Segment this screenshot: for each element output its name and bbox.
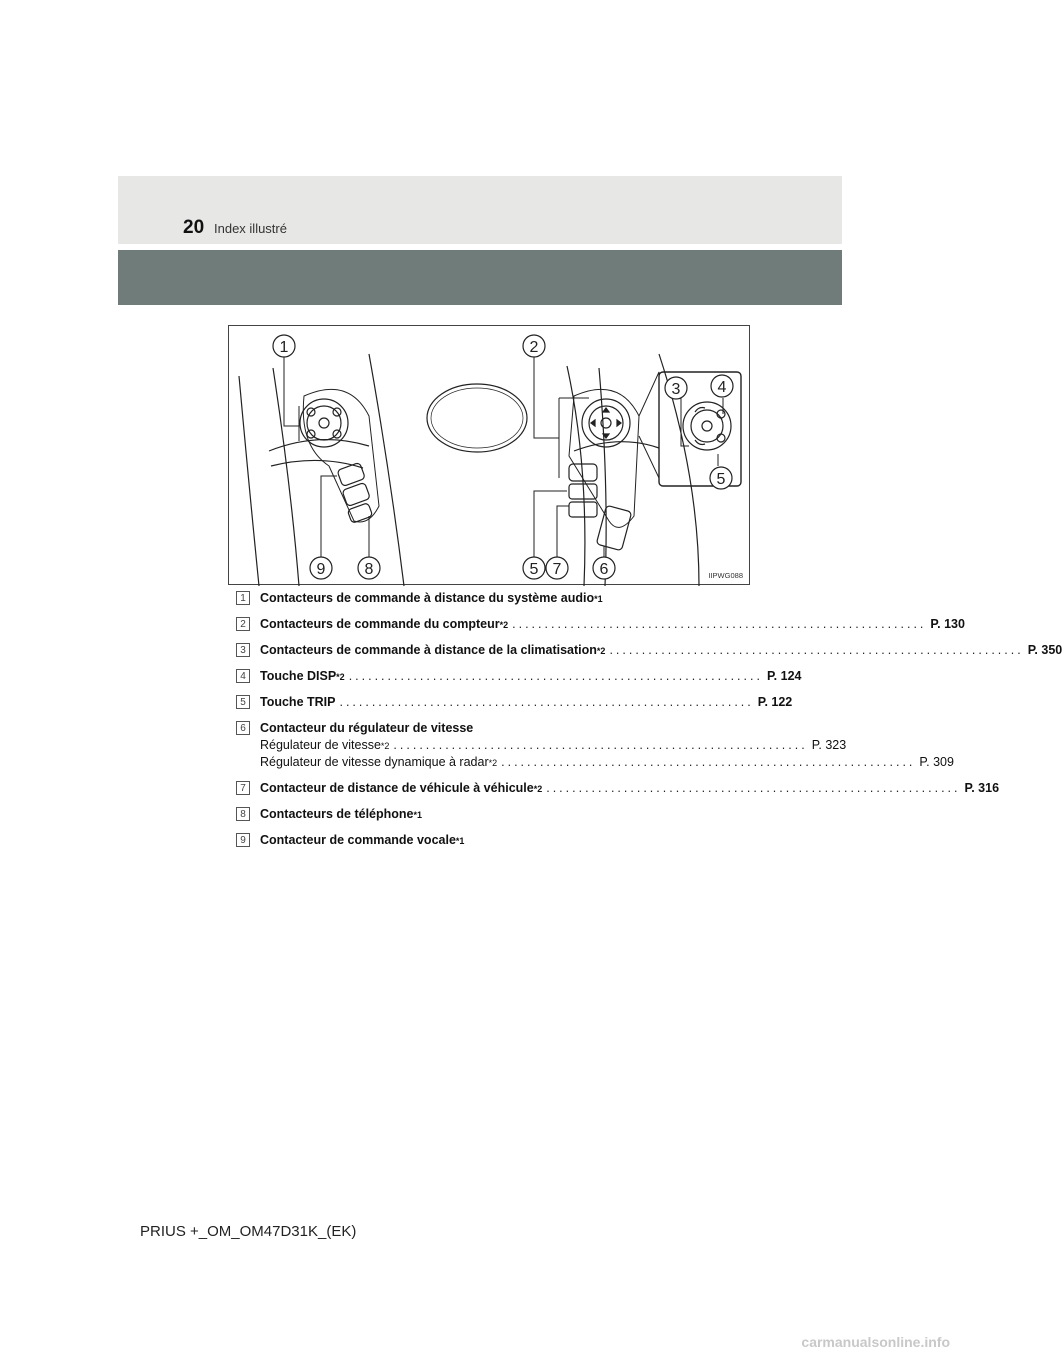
title-bar xyxy=(118,250,842,305)
page-number: 20 xyxy=(183,217,205,238)
page-reference[interactable]: P. 122 xyxy=(757,695,793,709)
entries-list xyxy=(236,590,1062,858)
entry-label: Touche TRIP xyxy=(260,695,336,709)
callout-9: 9 xyxy=(316,561,326,578)
callout-8: 8 xyxy=(364,561,374,578)
entry-4: 4 Touche DISP *2 ................................................................ P. 124 xyxy=(236,668,722,685)
entry-label: Contacteurs de téléphone xyxy=(260,807,414,821)
entry-label: Contacteur de commande vocale xyxy=(260,833,456,847)
entry-2: 2 Contacteurs de commande du compteur *2 ................................................................ P. 130 xyxy=(236,616,722,633)
entry-number: 9 xyxy=(236,833,250,847)
entry-1: 1 Contacteurs de commande à distance du système audio *1 xyxy=(236,590,722,607)
entry-number: 8 xyxy=(236,807,250,821)
entry-label: Touche DISP xyxy=(260,669,337,683)
page-reference[interactable]: P. 350 xyxy=(1027,643,1062,657)
entry-number: 7 xyxy=(236,781,250,795)
page-reference[interactable]: P. 130 xyxy=(930,617,965,631)
callout-2: 2 xyxy=(529,339,539,356)
entry-5: 5 Touche TRIP ................................................................ P. 122 xyxy=(236,694,722,711)
entry-number: 6 xyxy=(236,721,250,735)
section-title: Index illustré xyxy=(214,221,287,236)
page-reference[interactable]: P. 124 xyxy=(766,669,802,683)
steering-wheel-drawing xyxy=(229,326,751,586)
callout-5a: 5 xyxy=(716,471,726,488)
figure-code: IIPWG088 xyxy=(708,571,743,580)
entry-number: 2 xyxy=(236,617,250,631)
entry-label: Contacteurs de commande à distance de la climatisation xyxy=(260,643,597,657)
callout-1: 1 xyxy=(279,339,289,356)
steering-wheel-illustration xyxy=(228,325,750,585)
entry-6: 6 Contacteur du régulateur de vitesse Régulateur de vitesse *2 ................................................................ P. 323 Régulateur de vitesse dynamique à radar *2 ................................................................ P. 309 xyxy=(236,720,722,771)
callout-4: 4 xyxy=(717,379,727,396)
entry-7: 7 Contacteur de distance de véhicule à véhicule *2 ................................................................ P. 316 xyxy=(236,780,722,797)
entry-label: Contacteurs de commande à distance du système audio xyxy=(260,591,595,605)
callout-3: 3 xyxy=(671,381,681,398)
callout-7: 7 xyxy=(552,561,562,578)
entry-number: 4 xyxy=(236,669,250,683)
entry-label: Contacteur de distance de véhicule à véhicule xyxy=(260,781,534,795)
page-reference[interactable]: P. 323 xyxy=(811,738,847,752)
entry-label: Contacteur du régulateur de vitesse xyxy=(260,721,474,735)
callout-5b: 5 xyxy=(529,561,539,578)
document-code: PRIUS +_OM_OM47D31K_(EK) xyxy=(140,1223,357,1240)
entry-number: 1 xyxy=(236,591,250,605)
callout-6: 6 xyxy=(599,561,609,578)
entry-3: 3 Contacteurs de commande à distance de la climatisation *2 ................................................................ P. 350 xyxy=(236,642,722,659)
entry-9: 9 Contacteur de commande vocale *1 xyxy=(236,832,722,849)
sub-entry-label: Régulateur de vitesse xyxy=(260,738,381,752)
sub-entry-label: Régulateur de vitesse dynamique à radar xyxy=(260,755,489,769)
entry-number: 5 xyxy=(236,695,250,709)
page-reference[interactable]: P. 316 xyxy=(964,781,1000,795)
watermark: carmanualsonline.info xyxy=(801,1334,950,1350)
page-reference[interactable]: P. 309 xyxy=(919,755,954,769)
entry-8: 8 Contacteurs de téléphone *1 xyxy=(236,806,722,823)
entry-number: 3 xyxy=(236,643,250,657)
entry-label: Contacteurs de commande du compteur xyxy=(260,617,500,631)
